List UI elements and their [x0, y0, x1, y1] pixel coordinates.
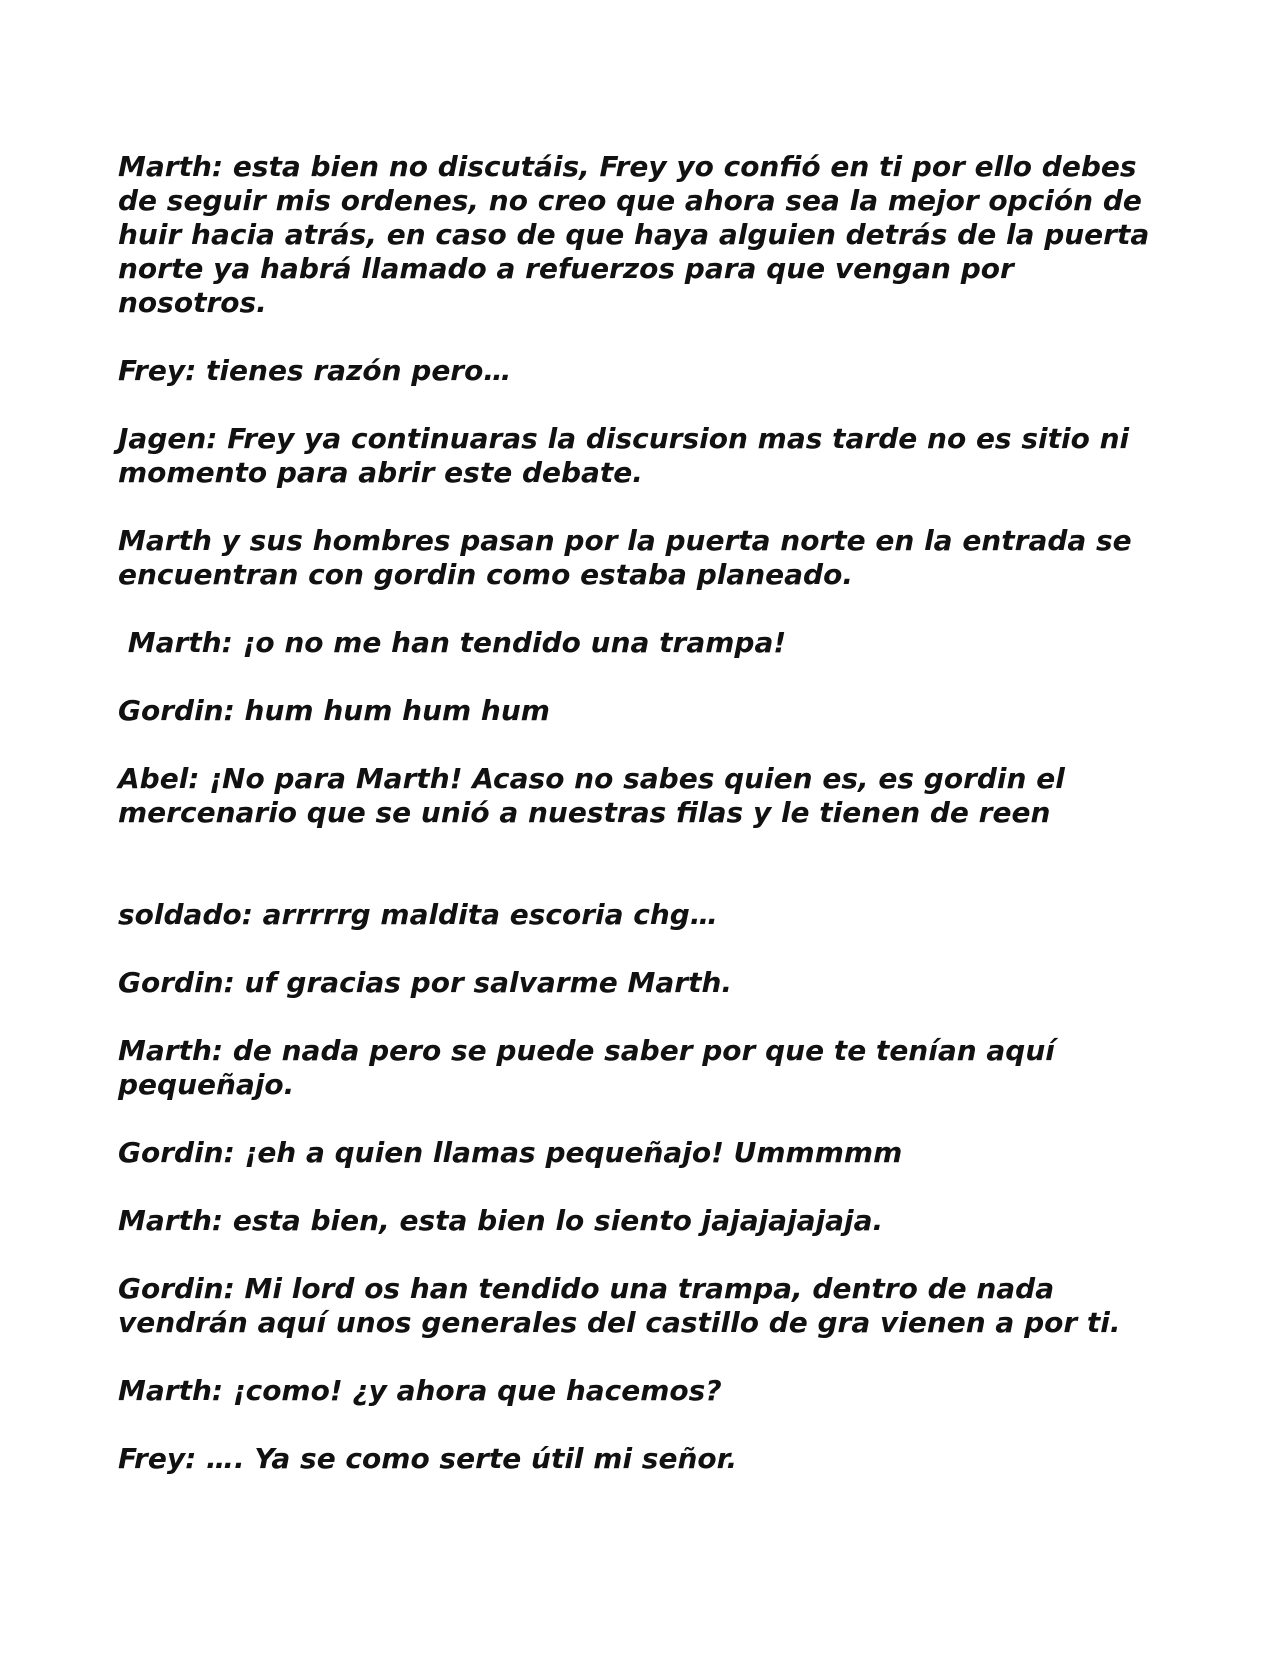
paragraph-2: Frey: tienes razón pero…	[118, 354, 512, 387]
paragraph-15: Frey: …. Ya se como serte útil mi señor.	[118, 1442, 738, 1475]
paragraph-4: Marth y sus hombres pasan por la puerta norte en la entrada se encuentran con gordin como estaba planeado.	[118, 524, 1142, 591]
paragraph-14: Marth: ¡como! ¿y ahora que hacemos?	[118, 1374, 722, 1407]
paragraph-6: Gordin: hum hum hum hum	[118, 694, 550, 727]
paragraph-13: Gordin: Mi lord os han tendido una trampa, dentro de nada vendrán aquí unos generales del castillo de gra vienen a por ti.	[118, 1272, 1121, 1339]
paragraph-3: Jagen: Frey ya continuaras la discursion mas tarde no es sitio ni momento para abrir este debate.	[118, 422, 1139, 489]
paragraph-8: soldado: arrrrrg maldita escoria chg…	[118, 898, 718, 931]
paragraph-12: Marth: esta bien, esta bien lo siento jajajajajaja.	[118, 1204, 884, 1237]
paragraph-9: Gordin: uf gracias por salvarme Marth.	[118, 966, 733, 999]
paragraph-11: Gordin: ¡eh a quien llamas pequeñajo! Ummmmm	[118, 1136, 903, 1169]
paragraph-10: Marth: de nada pero se puede saber por que te tenían aquí pequeñajo.	[118, 1034, 1065, 1101]
document-page	[118, 150, 1168, 1510]
paragraph-5: Marth: ¡o no me han tendido una trampa!	[118, 626, 787, 659]
paragraph-7: Abel: ¡No para Marth! Acaso no sabes quien es, es gordin el mercenario que se unió a nuestras filas y le tienen de reen	[118, 762, 1075, 829]
paragraph-1: Marth: esta bien no discutáis, Frey yo confió en ti por ello debes de seguir mis ordenes, no creo que ahora sea la mejor opción de huir hacia atrás, en caso de que haya alguien detrás de la puerta norte ya habrá llamado a refuerzos para que vengan por nosotros.	[118, 150, 1159, 319]
